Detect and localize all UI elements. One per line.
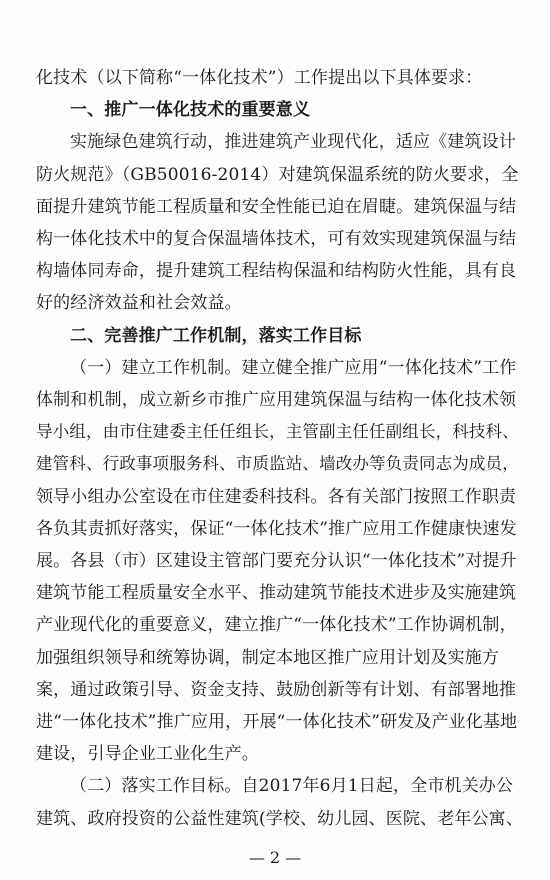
text-line-20: 案，通过政策引导、资金支持、鼓励创新等有计划、有部署地推	[36, 680, 517, 700]
text-line-23: （二）落实工作目标。自2017年6月1日起，全市机关办公	[70, 776, 514, 796]
text-line-15: 各负其责抓好落实，保证“一体化技术”推广应用工作健康快速发	[36, 519, 517, 539]
text-line-24: 建筑、政府投资的公益性建筑(学校、幼儿园、医院、老年公寓、	[36, 809, 523, 829]
text-line-3: 实施绿色建筑行动，推进建筑产业现代化，适应《建筑设计	[70, 132, 516, 152]
text-line-16: 展。各县（市）区建设主管部门要充分认识“一体化技术”对提升	[36, 551, 517, 571]
section-heading-1: 一、推广一体化技术的重要意义	[70, 100, 311, 120]
section-heading-2: 二、完善推广工作机制，落实工作目标	[70, 326, 362, 346]
text-line-19: 加强组织领导和统筹协调，制定本地区推广应用计划及实施方	[36, 648, 500, 668]
text-line-11: 体制和机制，成立新乡市推广应用建筑保温与结构一体化技术领	[36, 390, 517, 410]
text-line-6: 构一体化技术中的复合保温墙体技术，可有效实现建筑保温与结	[36, 229, 517, 249]
page-number: — 2 —	[248, 848, 302, 867]
text-line-7: 构墙体同寿命，提升建筑工程结构保温和结构防火性能，具有良	[36, 261, 517, 281]
text-line-21: 进“一体化技术”推广应用，开展“一体化技术”研发及产业化基地	[36, 712, 518, 732]
text-line-1: 化技术（以下简称“一体化技术”）工作提出以下具体要求：	[36, 68, 483, 88]
text-line-22: 建设，引导企业工业化生产。	[36, 744, 259, 764]
text-line-14: 领导小组办公室设在市住建委科技科。各有关部门按照工作职责	[36, 487, 517, 507]
text-line-18: 产业现代化的重要意义，建立推广“一体化技术”工作协调机制，	[36, 615, 517, 635]
text-line-10: （一）建立工作机制。建立健全推广应用“一体化技术”工作	[70, 358, 517, 378]
text-line-12: 导小组，由市住建委主任任组长，主管副主任任副组长，科技科、	[36, 422, 519, 441]
text-line-4: 防火规范》（GB50016-2014）对建筑保温系统的防火要求，全	[36, 165, 519, 185]
text-line-17: 建筑节能工程质量安全水平、推动建筑节能技术进步及实施建筑	[36, 583, 517, 603]
text-line-8: 好的经济效益和社会效益。	[36, 293, 242, 313]
text-line-5: 面提升建筑节能工程质量和安全性能已迫在眉睫。建筑保温与结	[36, 197, 517, 217]
text-line-13: 建管科、行政事项服务科、市质监站、墙改办等负责同志为成员，	[36, 454, 519, 473]
